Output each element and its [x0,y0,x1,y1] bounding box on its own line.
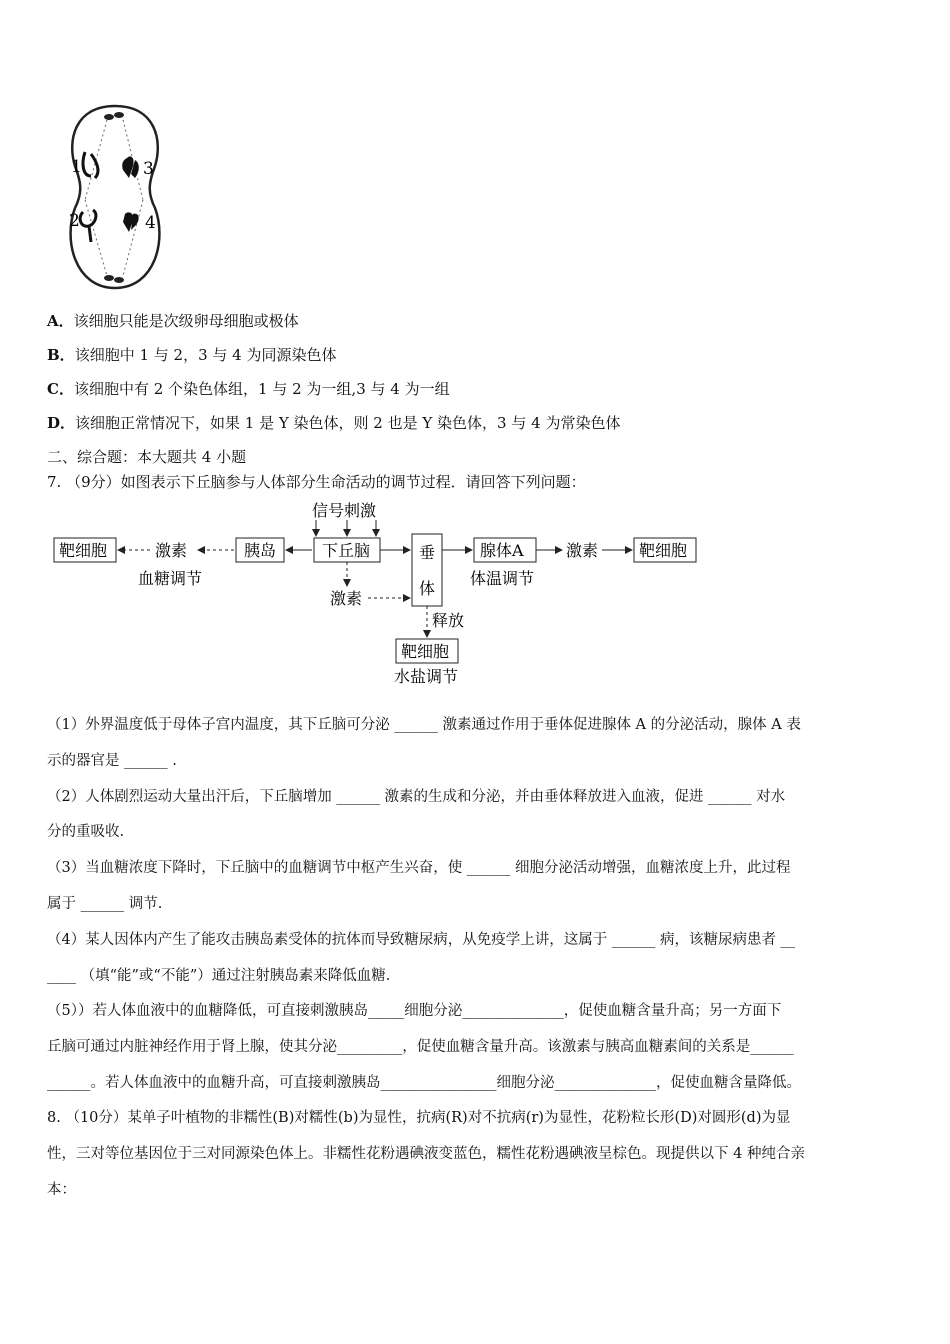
option-text: 该细胞中 1 与 2，3 与 4 为同源染色体 [74,346,337,364]
water-salt-regulation: 水盐调节 [394,667,459,686]
hormone-left: 激素 [155,541,188,560]
q7-part5-line1: （5））若人体血液中的血糖降低，可直接刺激胰岛_____细胞分泌______________，促使血糖含量升高；另一方面下 [47,1003,782,1019]
blood-sugar-regulation: 血糖调节 [138,569,203,588]
q8-score: （10分） [65,1110,128,1126]
q7-part1-line2: 示的器官是 ______ . [47,753,177,769]
gland-a: 腺体A [480,541,524,560]
option-text: 该细胞正常情况下，如果 1 是 Y 染色体，则 2 也是 Y 染色体，3 与 4 为常染色体 [75,414,621,432]
q7-part3-line2: 属于 ______ 调节. [47,896,163,912]
target-cell-right: 靶细胞 [639,541,688,560]
chromosome-1 [83,152,98,178]
centriole-top [104,112,124,120]
release: 释放 [432,611,465,630]
signal-stimulus: 信号刺激 [312,501,377,520]
pituitary-top: 垂 [419,543,436,562]
hormone-right: 激素 [566,541,599,560]
option-letter: B． [47,346,75,364]
option-b [47,344,906,366]
q7-number: 7. [47,473,62,491]
q7-part1-line1: （1）外界温度低于母体子宫内温度，其下丘脑可分泌 ______ 激素通过作用于垂体促进腺体 A 的分泌活动，腺体 A 表 [47,717,801,733]
q8-number: 8. [47,1110,61,1126]
hypothalamus: 下丘脑 [322,541,371,560]
label-4: 4 [145,213,156,233]
spindle-right-2 [123,200,143,276]
q7-part2-line2: 分的重吸收. [47,824,125,840]
q7-stem [47,471,906,493]
option-c [47,378,906,400]
option-letter: A． [47,312,74,330]
q7-part4-line2: ____ （填“能”或“不能”）通过注射胰岛素来降低血糖. [47,968,391,984]
cell-division-figure [55,100,175,300]
target-cell-bottom: 靶细胞 [401,642,450,661]
islet: 胰岛 [244,541,277,560]
hypothalamus-diagram [50,498,710,688]
body-temp-regulation: 体温调节 [470,569,535,588]
option-d [47,412,906,434]
q8-line1 [47,1107,906,1129]
option-a [47,310,906,332]
option-text: 该细胞中有 2 个染色体组，1 与 2 为一组,3 与 4 为一组 [73,380,450,398]
q8-text: 某单子叶植物的非糯性(B)对糯性(b)为显性，抗病(R)对不抗病(r)为显性，花粉粒长形(D)对圆形(d)为显 [127,1110,791,1126]
label-1: 1 [71,157,82,177]
q8-line2: 性，三对等位基因位于三对同源染色体上。非糯性花粉遇碘液变蓝色，糯性花粉遇碘液呈棕色。现提供以下 4 种纯合亲 [47,1146,805,1162]
option-text: 该细胞只能是次级卵母细胞或极体 [73,312,299,330]
chromosome-2 [80,210,96,242]
q7-part5-line3: ______。若人体血液中的血糖升高，可直接刺激胰岛________________细胞分泌______________，促使血糖含量降低。 [47,1075,801,1091]
q7-score: （9分） [66,473,121,491]
target-cell-left: 靶细胞 [59,541,108,560]
cell-outline [71,106,160,288]
section-title: 二、综合题：本大题共 4 小题 [47,448,247,466]
option-letter: C． [47,380,74,398]
chromosome-3 [122,156,139,178]
q7-part3-line1: （3）当血糖浓度下降时，下丘脑中的血糖调节中枢产生兴奋，使 ______ 细胞分泌活动增强，血糖浓度上升，此过程 [47,860,791,876]
pituitary-bottom: 体 [419,579,436,598]
centriole-bottom [104,275,124,283]
option-letter: D． [47,414,76,432]
hormone-down: 激素 [330,589,363,608]
q7-part2-line1: （2）人体剧烈运动大量出汗后，下丘脑增加 ______ 激素的生成和分泌，并由垂体释放进入血液，促进 ______ 对水 [47,789,786,805]
label-2: 2 [69,211,80,231]
q8-line3: 本： [47,1182,76,1198]
q7-part5-line2: 丘脑可通过内脏神经作用于肾上腺，使其分泌_________，促使血糖含量升高。该激素与胰高血糖素间的关系是______ [47,1039,794,1055]
label-3: 3 [143,159,154,179]
chromosome-4 [123,212,139,232]
q7-stem-text: 如图表示下丘脑参与人体部分生命活动的调节过程．请回答下列问题： [120,473,586,491]
q7-part4-line1: （4）某人因体内产生了能攻击胰岛素受体的抗体而导致糖尿病，从免疫学上讲，这属于 ______ 病，该糖尿病患者 __ [47,932,796,948]
